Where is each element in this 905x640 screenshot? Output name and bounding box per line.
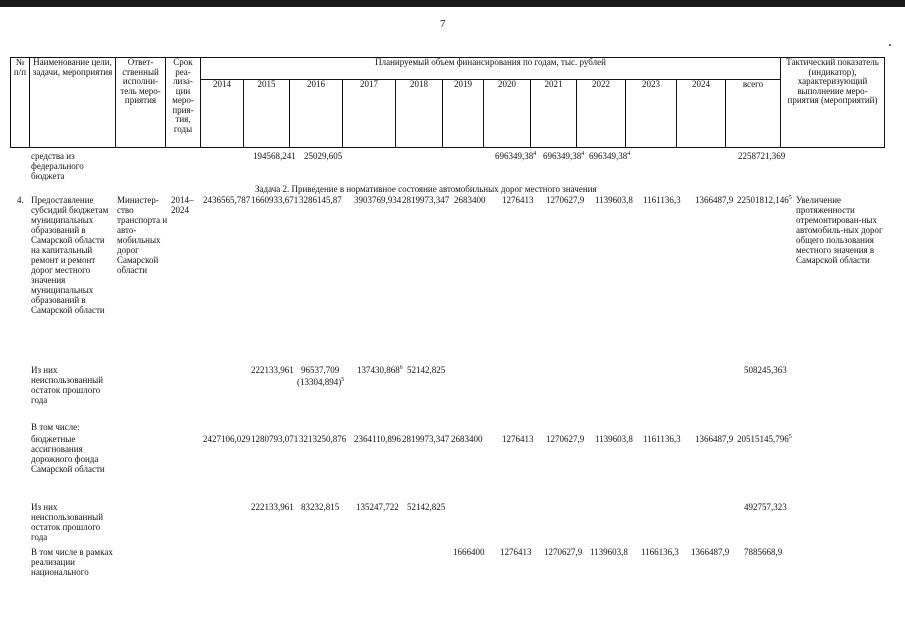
federal-2020: 696349,38$^4$ (495, 151, 537, 161)
year-2022-header: 2022 (577, 80, 626, 148)
col-indicator-header: Тактический показатель (индикатор), характеризующий выполнение меро-приятия (мероприятий) (781, 58, 885, 148)
item-4-2023: 1161136,3 (643, 195, 681, 205)
national-total: 7885668,9 (744, 547, 783, 557)
including-label: В том числе: (31, 422, 80, 432)
top-border (0, 0, 905, 7)
col-term-header: Срок реа-лиза-ции меро-прия-тия, годы (166, 58, 201, 148)
national-2024: 1366487,9 (691, 547, 730, 557)
road-fund-2020: 1276413 (502, 434, 534, 444)
total-header: всего (726, 80, 781, 148)
item-4-2014: 2436565,787 (203, 195, 251, 205)
item-4-term: 2014–2024 (171, 195, 194, 215)
national-2020: 1276413 (500, 547, 532, 557)
item-4-total: 22501812,146$^5$ (737, 195, 792, 205)
item-4-responsible: Министер-ство транспорта и авто-мобильных дорог Самарской области (117, 195, 168, 275)
unused-2-2018: 52142,825 (407, 502, 446, 512)
national-2023: 1166136,3 (641, 547, 679, 557)
unused-2-name: Из них неиспользованный остаток прошлого года (31, 502, 104, 542)
road-fund-2022: 1139603,8 (595, 434, 633, 444)
col-name-header: Наименование цели, задачи, мероприятия (30, 58, 116, 148)
item-4-indicator: Увеличение протяженности отремонтирован-ных автомобиль-ных дорог общего пользования местного значения в Самарской области (796, 195, 883, 265)
national-name: В том числе в рамках реализации национального (31, 547, 113, 577)
national-2021: 1270627,9 (544, 547, 583, 557)
road-fund-2014: 2427106,029 (203, 434, 251, 444)
scan-speck (889, 44, 891, 46)
road-fund-2017: 2364110,896 (354, 434, 401, 444)
item-4-number: 4. (17, 195, 24, 205)
unused-2-total: 492757,323 (744, 502, 787, 512)
federal-total: 2258721,369 (738, 151, 786, 161)
road-fund-2021: 1270627,9 (546, 434, 585, 444)
unused-2-2015: 222133,961 (251, 502, 294, 512)
federal-2021: 696349,38$^4$ (543, 151, 585, 161)
year-2019-header: 2019 (443, 80, 484, 148)
header-table (10, 57, 885, 148)
year-2024-header: 2024 (677, 80, 726, 148)
item-4-2022: 1139603,8 (595, 195, 633, 205)
road-fund-2018: 2819973,347 (402, 434, 450, 444)
unused-1-2016: 96537,709 (301, 365, 340, 375)
item-4-2017: 3903769,934 (354, 195, 402, 205)
item-4-2019: 2683400 (454, 195, 486, 205)
unused-1-name: Из них неиспользованный остаток прошлого года (31, 365, 104, 405)
unused-2-2016: 83232,815 (301, 502, 340, 512)
road-fund-name: бюджетные ассигнования дорожного фонда Самарской области (31, 434, 105, 474)
road-fund-2023: 1161136,3 (643, 434, 681, 444)
national-2022: 1139603,8 (590, 547, 628, 557)
unused-2-2017: 135247,722 (356, 502, 399, 512)
road-fund-2019: 2683400 (451, 434, 483, 444)
year-2014-header: 2014 (201, 80, 244, 148)
year-2018-header: 2018 (396, 80, 443, 148)
unused-1-2017: 137430,868$^6$ (357, 365, 403, 375)
unused-1-2018: 52142,825 (407, 365, 446, 375)
item-4-2021: 1270627,9 (546, 195, 585, 205)
federal-row-name: средства из федерального бюджета (31, 151, 84, 181)
item-4-name: Предоставление субсидий бюджетам муниципальных образований в Самарской области на капитальный ремонт и ремонт дорог местного значения муниципальных образований в Самарской области (31, 195, 109, 315)
task-2-title: Задача 2. Приведение в нормативное состояние автомобильных дорог местного значения (255, 184, 597, 194)
road-fund-2015: 1280793,071 (251, 434, 299, 444)
year-2023-header: 2023 (626, 80, 677, 148)
year-2020-header: 2020 (484, 80, 531, 148)
item-4-2015: 1660933,671 (251, 195, 299, 205)
road-fund-2016: 3213250,876 (299, 434, 347, 444)
federal-2015: 194568,241 (253, 151, 296, 161)
item-4-2020: 1276413 (502, 195, 534, 205)
road-fund-total: 20515145,796$^5$ (737, 434, 792, 444)
col-plan-header: Планируемый объем финансирования по годам, тыс. рублей (201, 58, 781, 80)
unused-1-2015: 222133,961 (251, 365, 294, 375)
col-resp-header: Ответ-ственный исполни-тель меро-приятия (116, 58, 166, 148)
federal-2022: 696349,38$^4$ (589, 151, 631, 161)
page-number: 7 (440, 18, 446, 30)
year-2021-header: 2021 (531, 80, 577, 148)
year-2017-header: 2017 (343, 80, 396, 148)
road-fund-2024: 1366487,9 (695, 434, 734, 444)
item-4-2016: 3286145,87 (299, 195, 342, 205)
year-2015-header: 2015 (244, 80, 290, 148)
year-2016-header: 2016 (290, 80, 343, 148)
unused-1-2016-second: $(13304,894)^5$ (297, 377, 345, 387)
item-4-2018: 2819973,347 (402, 195, 450, 205)
federal-2016: 25029,605 (304, 151, 343, 161)
item-4-2024: 1366487,9 (695, 195, 734, 205)
national-2019: 1666400 (453, 547, 485, 557)
unused-1-total: 508245,363 (744, 365, 787, 375)
col-no-header: № п/п (11, 58, 30, 148)
